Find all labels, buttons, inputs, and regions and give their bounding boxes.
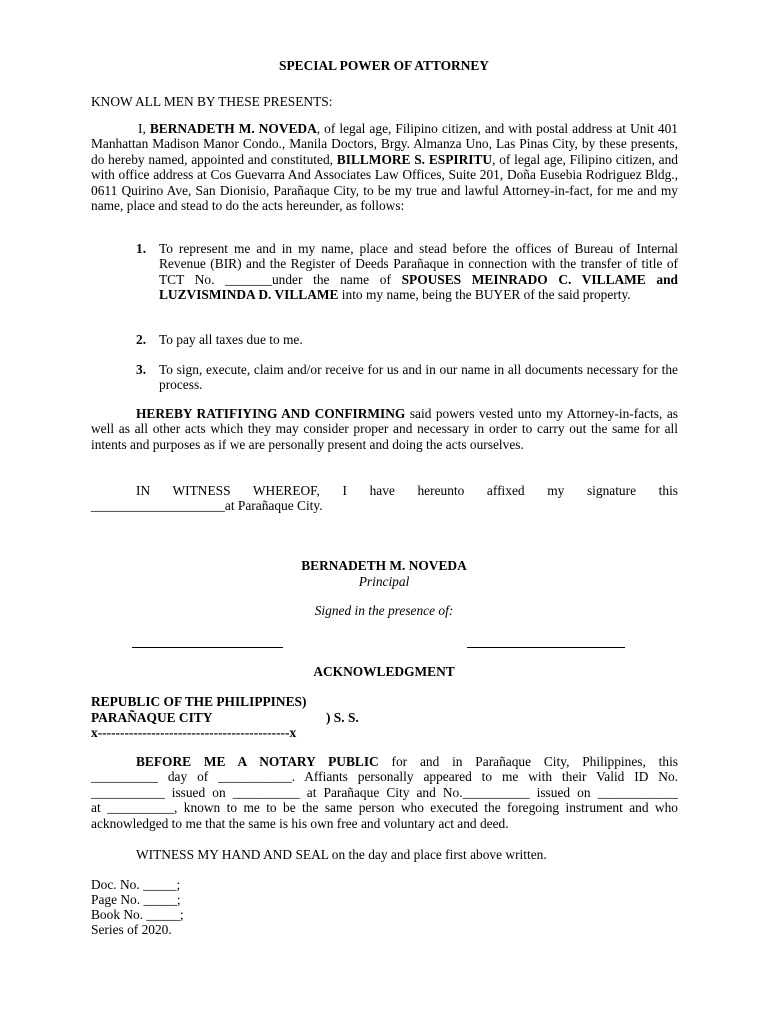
spouses-names: SPOUSES MEINRADO C. VILLAME and LUZVISMINDA D. VILLAME <box>159 271 678 303</box>
venue-city: PARAÑAQUE CITY <box>91 710 213 725</box>
notary-line-2: __________ day of ___________. Affiants personally appeared to me with their Valid ID No. <box>91 769 678 785</box>
item-text-1 <box>159 241 678 303</box>
notary-bold: BEFORE ME A NOTARY PUBLIC <box>136 754 379 769</box>
signatory-name: BERNADETH M. NOVEDA <box>301 558 467 573</box>
doc-number: Doc. No. _____; <box>91 877 181 892</box>
notary-paragraph <box>91 754 678 831</box>
hand-and-seal: WITNESS MY HAND AND SEAL on the day and place first above written. <box>136 847 547 862</box>
signed-in-presence: Signed in the presence of: <box>314 603 454 618</box>
venue-republic: REPUBLIC OF THE PHILIPPINES) <box>91 694 307 709</box>
item-1-text-a: To represent me and in my name, place and stead before the offices of Bureau of Internal Revenue (BIR) and the Register of Deeds Parañaque in connection with the transfer of title of TCT No. <box>159 241 678 287</box>
item-1-text-c: into my name, being the BUYER of the said property. <box>338 287 631 303</box>
attorney-name: BILLMORE S. ESPIRITU <box>336 151 493 167</box>
principal-name: BERNADETH M. NOVEDA <box>149 121 317 136</box>
book-number: Book No. _____; <box>91 907 184 922</box>
ratify-bold: HEREBY RATIFIYING AND CONFIRMING <box>136 406 406 421</box>
item-number-1: 1. <box>136 241 147 256</box>
item-number-2: 2. <box>136 332 147 347</box>
intro-text-3: , of legal age, Filipino citizen, and with office address at Cos Guevarra And Associates Law Offices, Suite 201, Doña Eusebia Rodriguez Bldg., 0611 Quirino Ave, San Dionisio, Parañaque City, to be my true and lawful Attorney-in-fact, for me and my name, place and stead to do the acts hereunder, as follows: <box>91 151 678 214</box>
witness-signature-line-left <box>132 647 283 648</box>
signatory-role: Principal <box>358 574 410 589</box>
item-1-text-b: under the name of <box>271 271 402 287</box>
item-text-2: To pay all taxes due to me. <box>159 332 303 347</box>
notary-text-1: for and in Parañaque City, Philippines, this <box>378 754 678 769</box>
venue-ss: ) S. S. <box>326 710 359 725</box>
intro-text-2: , of legal age, Filipino citizen, and with postal address at Unit 401 Manhattan Madison Manor Condo., Manila Doctors, Brgy. Almanza Uno, Las Pinas City, by these presents, do hereby named, appointed and constituted, <box>91 121 678 167</box>
date-blank: ____________________ <box>91 498 225 513</box>
ratify-paragraph <box>91 406 678 452</box>
page-number: Page No. _____; <box>91 892 181 907</box>
ratify-text: said powers vested unto my Attorney-in-facts, as well as all other acts which they may consider proper and necessary in order to carry out the same for all intents and purposes as if we are personally present and doing the acts ourselves. <box>91 406 678 452</box>
notary-line-4: at __________, known to me to be the same person who executed the foregoing instrument and who acknowledged to me that the same is his own free and voluntary act and deed. <box>91 800 678 831</box>
intro-text-1: I, <box>138 121 150 136</box>
tct-blank: _______ <box>225 271 272 287</box>
witness-line-2 <box>91 498 323 513</box>
item-text-3: To sign, execute, claim and/or receive for us and in our name in all documents necessary for the process. <box>159 362 678 393</box>
acknowledgment-heading: ACKNOWLEDGMENT <box>313 664 455 679</box>
witness-place: at Parañaque City. <box>224 498 323 513</box>
know-all-heading: KNOW ALL MEN BY THESE PRESENTS: <box>91 94 333 109</box>
item-number-3: 3. <box>136 362 147 377</box>
intro-paragraph <box>91 121 678 213</box>
series-year: Series of 2020. <box>91 922 172 937</box>
witness-line-1: IN WITNESS WHEREOF, I have hereunto affixed my signature this <box>136 483 678 498</box>
venue-separator: x-------------------------------------------x <box>91 725 297 740</box>
notary-line-1 <box>91 754 678 769</box>
document-title: SPECIAL POWER OF ATTORNEY <box>279 58 489 73</box>
witness-signature-line-right <box>467 647 625 648</box>
notary-line-3: ___________ issued on __________ at Parañaque City and No.__________ issued on ____________ <box>91 784 678 800</box>
